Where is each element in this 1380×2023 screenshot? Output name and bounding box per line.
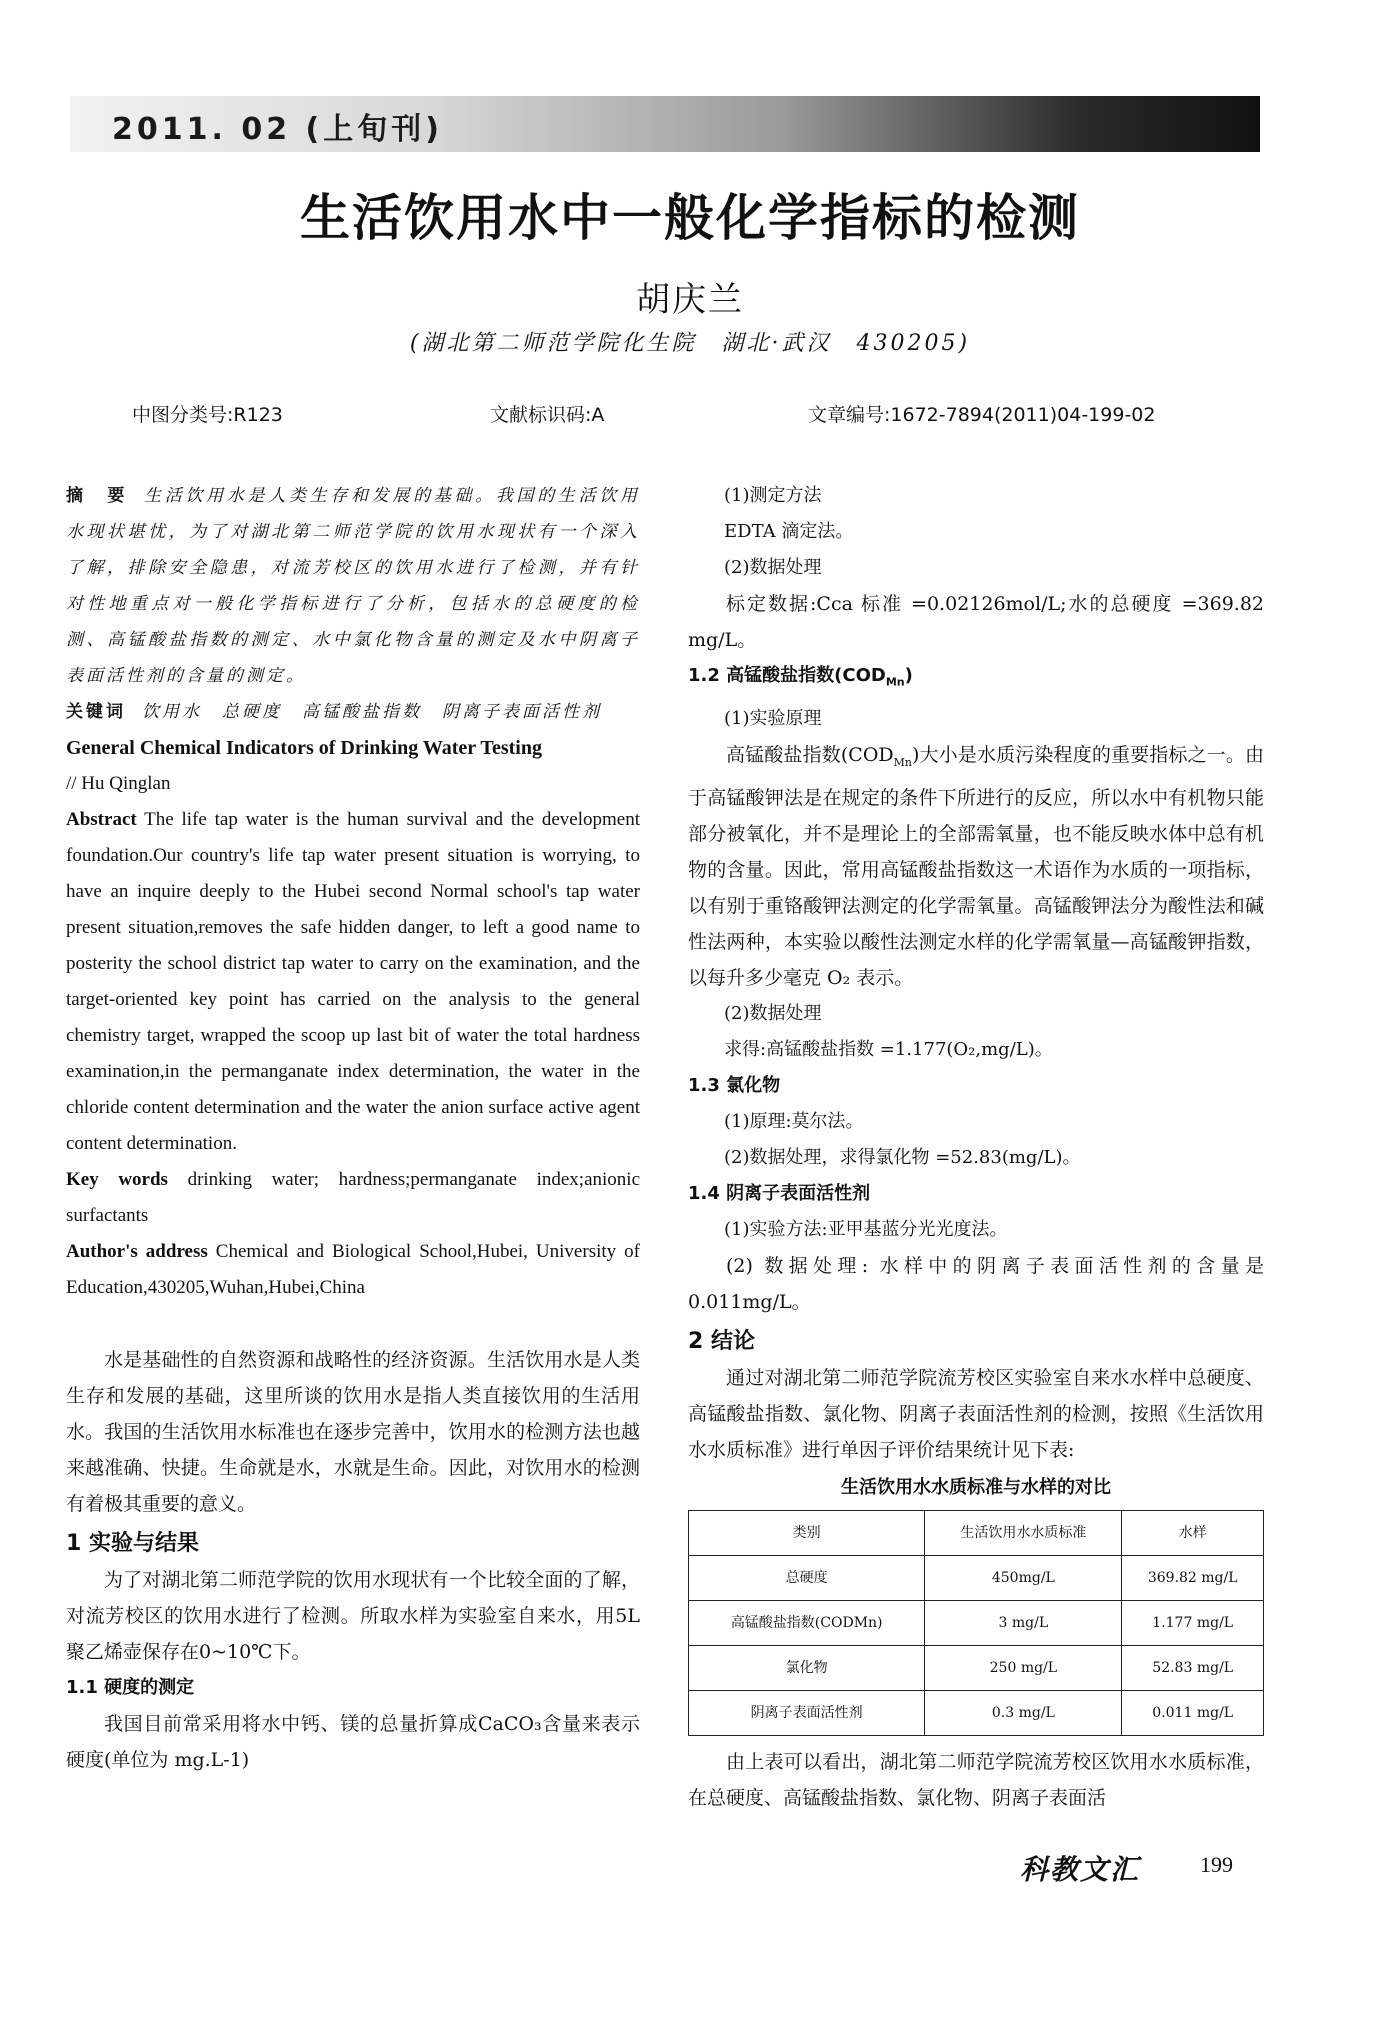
table-cell: 0.011 mg/L [1122, 1691, 1264, 1736]
permanganate-principle: 高锰酸盐指数$(COD_{Mn})$大小是水质污染程度的重要指标之一。由于高锰酸钾法是在规定的条件下所进行的反应，所以水中有机物只能部分被氧化，并不是理论上的全部需氧量，也不能反映水体中总有机物的含量。因此，常用高锰酸盐指数这一术语作为水质的一项指标，以有别于重铬酸钾法测定的化学需氧量。高锰酸钾法分为酸性法和碱性法两种，本实验以酸性法测定水样的化学需氧量—高锰酸钾指数，以每升多少毫克 O₂ 表示。 [688, 743, 1264, 990]
keywords-cn-text: 饮用水 总硬度 高锰酸盐指数 阴离子表面活性剂 [142, 702, 602, 722]
table-row [689, 1691, 1264, 1736]
abstract-cn-text: 生活饮用水是人类生存和发展的基础。我国的生活饮用水现状堪忧，为了对湖北第二师范学院的饮用水现状有一个深入了解，排除安全隐患，对流芳校区的饮用水进行了检测，并有针对性地重点对一般化学指标进行了分析，包括水的总硬度的检测、高锰酸盐指数的测定、水中氯化物含量的测定及水中阴离子表面活性剂的含量的测定。 [66, 486, 641, 686]
table-cell: 0.3 mg/L [925, 1691, 1122, 1736]
paper-title: 生活饮用水中一般化学指标的检测 [300, 189, 1080, 247]
conclusion-after-table: 由上表可以看出，湖北第二师范学院流芳校区饮用水水质标准，在总硬度、高锰酸盐指数、氯化物、阴离子表面活 [688, 1751, 1264, 1810]
table-header-cell: 水样 [1122, 1511, 1264, 1556]
english-byline: // Hu Qinglan [66, 773, 171, 794]
surfactant-method: (1)实验方法:亚甲基蓝分光光度法。 [724, 1219, 1008, 1241]
table-cell: 1.177 mg/L [1122, 1601, 1264, 1646]
table-cell: 450mg/L [925, 1556, 1122, 1601]
abstract-cn-label: 摘 要 [66, 486, 129, 506]
table-cell: 52.83 mg/L [1122, 1646, 1264, 1691]
right-column [688, 478, 1264, 1816]
issue-label: 2011. 02 (上旬刊) [112, 112, 443, 147]
page-number: 199 [1200, 1852, 1233, 1877]
table-caption: 生活饮用水水质标准与水样的对比 [841, 1477, 1111, 1499]
author-name: 胡庆兰 [636, 280, 744, 320]
english-keywords-label: Key words [66, 1169, 168, 1190]
section-1-text: 为了对湖北第二师范学院的饮用水现状有一个比较全面的了解，对流芳校区的饮用水进行了检测。所取水样为实验室自来水，用5L聚乙烯壶保存在0~10℃下。 [66, 1569, 640, 1663]
table-cell: 369.82 mg/L [1122, 1556, 1264, 1601]
permanganate-data-label: (2)数据处理 [724, 1003, 822, 1025]
section-1-4-heading: 1.4 阴离子表面活性剂 [688, 1183, 871, 1205]
hardness-method: EDTA 滴定法。 [724, 521, 854, 542]
hardness-data: 标定数据:Cca 标准 =0.02126mol/L;水的总硬度 =369.82 mg/L。 [688, 593, 1264, 651]
hardness-data-label: (2)数据处理 [724, 557, 822, 578]
clc-number: 中图分类号:R123 [132, 404, 283, 426]
table-row [689, 1556, 1264, 1601]
section-1-heading: 1 实验与结果 [66, 1531, 199, 1556]
chloride-principle: (1)原理:莫尔法。 [724, 1111, 864, 1133]
author-address-label: Author's address [66, 1241, 208, 1262]
section-1-1-text: 我国目前常采用将水中钙、镁的总量折算成CaCO₃含量来表示硬度(单位为 mg.L-1) [66, 1713, 640, 1771]
section-1-2-heading: 1.2 高锰酸盐指数$(COD_{Mn})$ [688, 665, 913, 689]
english-abstract-text: The life tap water is the human survival and the development foundation.Our country's life tap water present situation is worrying, to have an inquire deeply to the Hubei second Normal school's tap water present situation,removes the safe hidden danger, to left a good name to posterity the school district tap water to carry on the examination, and the target-oriented key point has carried on the analysis to the general chemistry target, wrapped the scoop up last bit of water the total hardness examination,in the permanganate index determination, the water in the chloride content determination and the water the anion surface active agent content determination. [66, 809, 640, 1154]
permanganate-data: 求得:高锰酸盐指数 =1.177(O₂,mg/L)。 [724, 1039, 1053, 1061]
section-2-heading: 2 结论 [688, 1329, 755, 1355]
comparison-table [688, 1510, 1264, 1736]
author-affiliation: (湖北第二师范学院化生院 湖北·武汉 430205) [409, 331, 971, 356]
table-row [689, 1601, 1264, 1646]
table-header-cell: 类别 [689, 1511, 925, 1556]
keywords-cn-label: 关键词 [66, 702, 126, 722]
journal-brand: 科教文汇 [1020, 1853, 1141, 1886]
table-cell: 总硬度 [689, 1556, 925, 1601]
english-keywords [66, 1162, 640, 1234]
table-cell: 3 mg/L [925, 1601, 1122, 1646]
english-title: General Chemical Indicators of Drinking Water Testing [66, 737, 542, 759]
article-number: 文章编号:1672-7894(2011)04-199-02 [808, 404, 1156, 426]
english-keywords-text: drinking water; hardness;permanganate index;anionic surfactants [66, 1169, 641, 1226]
table-cell: 阴离子表面活性剂 [689, 1691, 925, 1736]
table-cell: 氯化物 [689, 1646, 925, 1691]
permanganate-principle-label: (1)实验原理 [724, 707, 822, 729]
intro-paragraph: 水是基础性的自然资源和战略性的经济资源。生活饮用水是人类生存和发展的基础，这里所谈的饮用水是指人类直接饮用的生活用水。我国的生活饮用水标准也在逐步完善中，饮用水的检测方法也越来越准确、快捷。生命就是水，水就是生命。因此，对饮用水的检测有着极其重要的意义。 [66, 1349, 640, 1515]
chloride-data: (2)数据处理，求得氯化物 =52.83(mg/L)。 [724, 1147, 1081, 1169]
english-abstract-label: Abstract [66, 809, 137, 830]
english-abstract [66, 802, 640, 1162]
surfactant-data: (2) 数据处理: 水样中的阴离子表面活性剂的含量是 0.011mg/L。 [688, 1255, 1264, 1314]
section-1-1-heading: 1.1 硬度的测定 [66, 1677, 195, 1698]
section-1-3-heading: 1.3 氯化物 [688, 1075, 781, 1097]
keywords-cn [66, 694, 640, 730]
table-header-row [689, 1511, 1264, 1556]
table-cell: 250 mg/L [925, 1646, 1122, 1691]
author-address-text: Chemical and Biological School,Hubei, University of Education,430205,Wuhan,Hubei,China [66, 1241, 640, 1298]
left-column [66, 478, 640, 1778]
table-header-cell: 生活饮用水水质标准 [925, 1511, 1122, 1556]
table-row [689, 1646, 1264, 1691]
document-code: 文献标识码:A [490, 404, 605, 426]
author-address [66, 1234, 640, 1306]
table-cell: 高锰酸盐指数(CODMn) [689, 1601, 925, 1646]
hardness-method-label: (1)测定方法 [724, 485, 822, 506]
conclusion-text: 通过对湖北第二师范学院流芳校区实验室自来水水样中总硬度、高锰酸盐指数、氯化物、阴离子表面活性剂的检测，按照《生活饮用水水质标准》进行单因子评价结果统计见下表: [688, 1367, 1264, 1462]
abstract-cn [66, 478, 640, 694]
